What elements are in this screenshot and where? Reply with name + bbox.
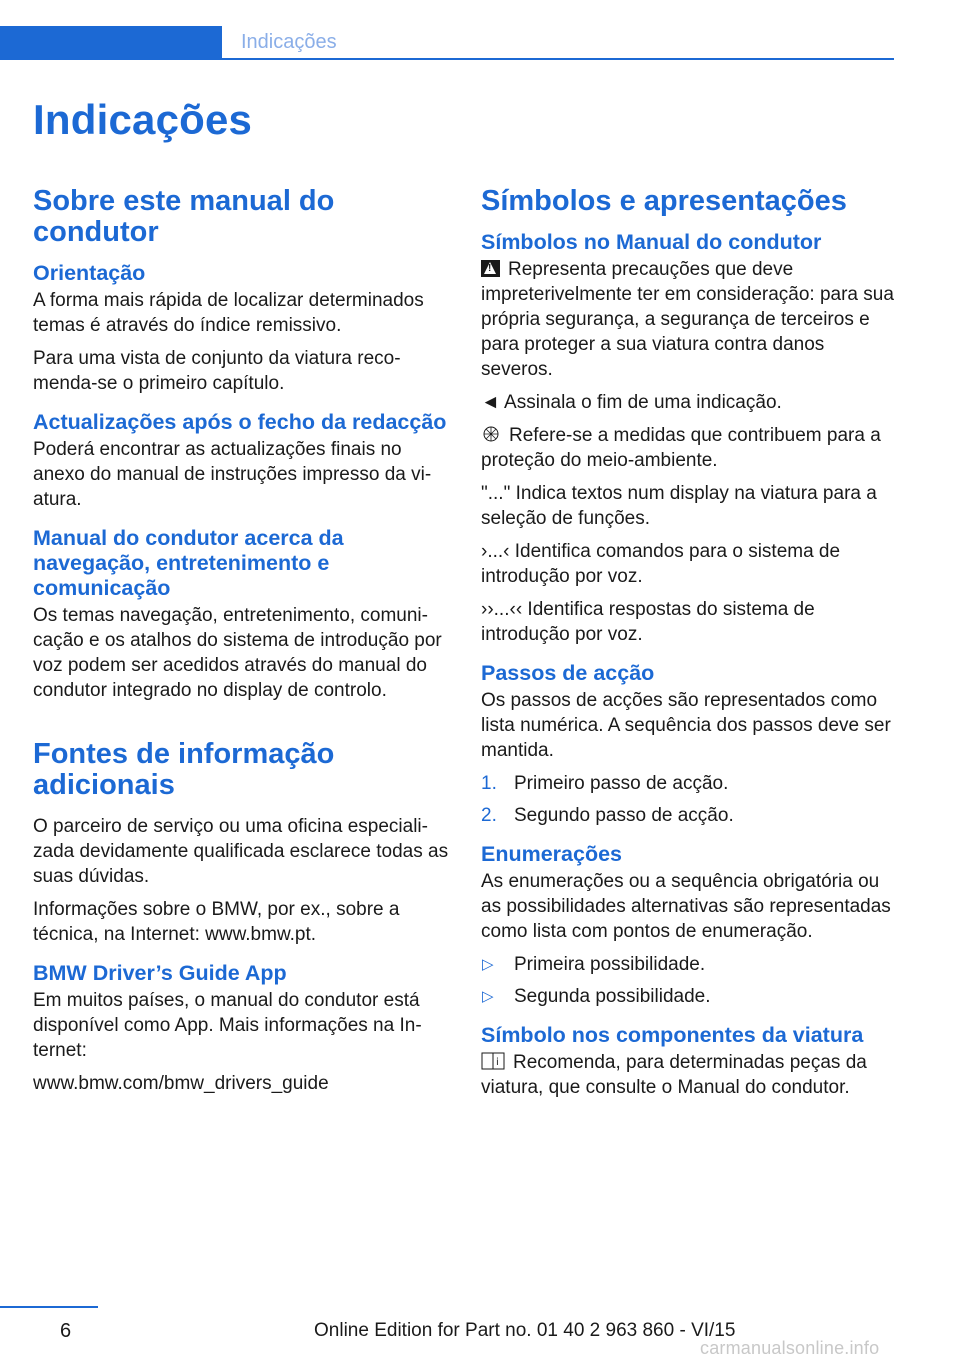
- text-voice-command: ›...‹ Identifica comandos para o sistema de introdução por voz.: [481, 541, 841, 587]
- left-column: [33, 186, 449, 1104]
- text-orientation-1: A forma mais rápida de localizar determinados temas é através do índice remissivo.: [33, 290, 424, 336]
- text-environment-symbol: Refere-se a medidas que contribuem para a proteção do meio-ambiente.: [481, 425, 881, 471]
- list-item: ▷ Primeira possibilidade.: [482, 954, 706, 975]
- right-column: [481, 186, 899, 1108]
- list-item: 2. Segundo passo de acção.: [481, 805, 734, 826]
- text-warning-symbol: !Representa precauções que deve impreterivelmente ter em consideração: para sua própria segurança, a segurança de terceiros e para proteger a sua viatura contra danos severos.: [481, 257, 899, 382]
- manual-book-icon: [481, 1052, 505, 1070]
- heading-component-symbol: Símbolo nos componentes da viatura: [481, 1023, 864, 1047]
- text-display-symbol: "..." Indica textos num display na viatura para a seleção de funções.: [481, 483, 877, 529]
- watermark: carmanualsonline.info: [700, 1338, 880, 1358]
- edition-info: Online Edition for Part no. 01 40 2 963 860 - VI/15: [314, 1320, 736, 1341]
- list-item: ▷ Segunda possibilidade.: [482, 986, 711, 1007]
- heading-action-steps: Passos de acção: [481, 661, 655, 685]
- steps-list: [481, 771, 899, 828]
- app-url: www.bmw.com/bmw_drivers_guide: [33, 1073, 329, 1094]
- text-sources-2: Informações sobre o BMW, por ex., sobre a técnica, na Internet: www.bmw.pt.: [33, 899, 400, 945]
- text-end-marker: ◄ Assinala o fim de uma indicação.: [481, 392, 782, 413]
- section-label: Indicações: [241, 31, 337, 53]
- heading-about-manual: Sobre este manual do condutor: [33, 185, 335, 248]
- header-rule: [222, 58, 894, 60]
- page-number: 6: [60, 1320, 72, 1342]
- text-component-symbol: i Recomenda, para determinadas peças da viatura, que consulte o Manual do condutor.: [481, 1052, 867, 1098]
- warning-triangle-icon: [481, 260, 500, 277]
- text-app: Em muitos países, o manual do condutor está disponível como App. Mais informações na Internet:: [33, 990, 422, 1061]
- footer-rule: [0, 1306, 98, 1308]
- heading-orientation: Orientação: [33, 261, 146, 285]
- header-accent-bar: [0, 26, 222, 60]
- heading-manual-symbols: Símbolos no Manual do condutor: [481, 230, 822, 254]
- heading-additional-sources: Fontes de informação adicionais: [33, 738, 335, 801]
- heading-updates: Actualizações após o fecho da redacção: [33, 410, 447, 434]
- text-action-steps: Os passos de acções são representados como lista numérica. A sequência dos passos deve ser mantida.: [481, 690, 891, 761]
- heading-navigation-manual: Manual do condutor acerca da navegação, entretenimento e comunicação: [33, 526, 344, 600]
- text-enumerations: As enumerações ou a sequência obrigatória ou as possibilidades alternativas são representadas como lista com pontos de enumeração.: [481, 871, 891, 942]
- text-orientation-2: Para uma vista de conjunto da viatura recomenda-se o primeiro capítulo.: [33, 348, 401, 394]
- text-voice-response: ››...‹‹ Identifica respostas do sistema de introdução por voz.: [481, 599, 815, 645]
- heading-enumerations: Enumerações: [481, 842, 623, 866]
- list-item: 1. Primeiro passo de acção.: [481, 773, 729, 794]
- svg-text:i: i: [496, 1057, 499, 1068]
- text-sources-1: O parceiro de serviço ou uma oficina especializada devidamente qualificada esclarece todas as suas dúvidas.: [33, 816, 449, 887]
- heading-symbols: Símbolos e apresentações: [481, 185, 847, 217]
- text-updates: Poderá encontrar as actualizações finais no anexo do manual de instruções impresso da viatura.: [33, 439, 432, 510]
- text-navigation-manual: Os temas navegação, entretenimento, comunicação e os atalhos do sistema de introdução por voz podem ser acedidos através do manual do condutor integrado no display de controlo.: [33, 605, 442, 701]
- enum-list: [481, 952, 899, 1009]
- page-title: Indicações: [33, 96, 253, 143]
- heading-drivers-guide-app: BMW Driver’s Guide App: [33, 961, 287, 985]
- environment-leaf-icon: [481, 425, 501, 443]
